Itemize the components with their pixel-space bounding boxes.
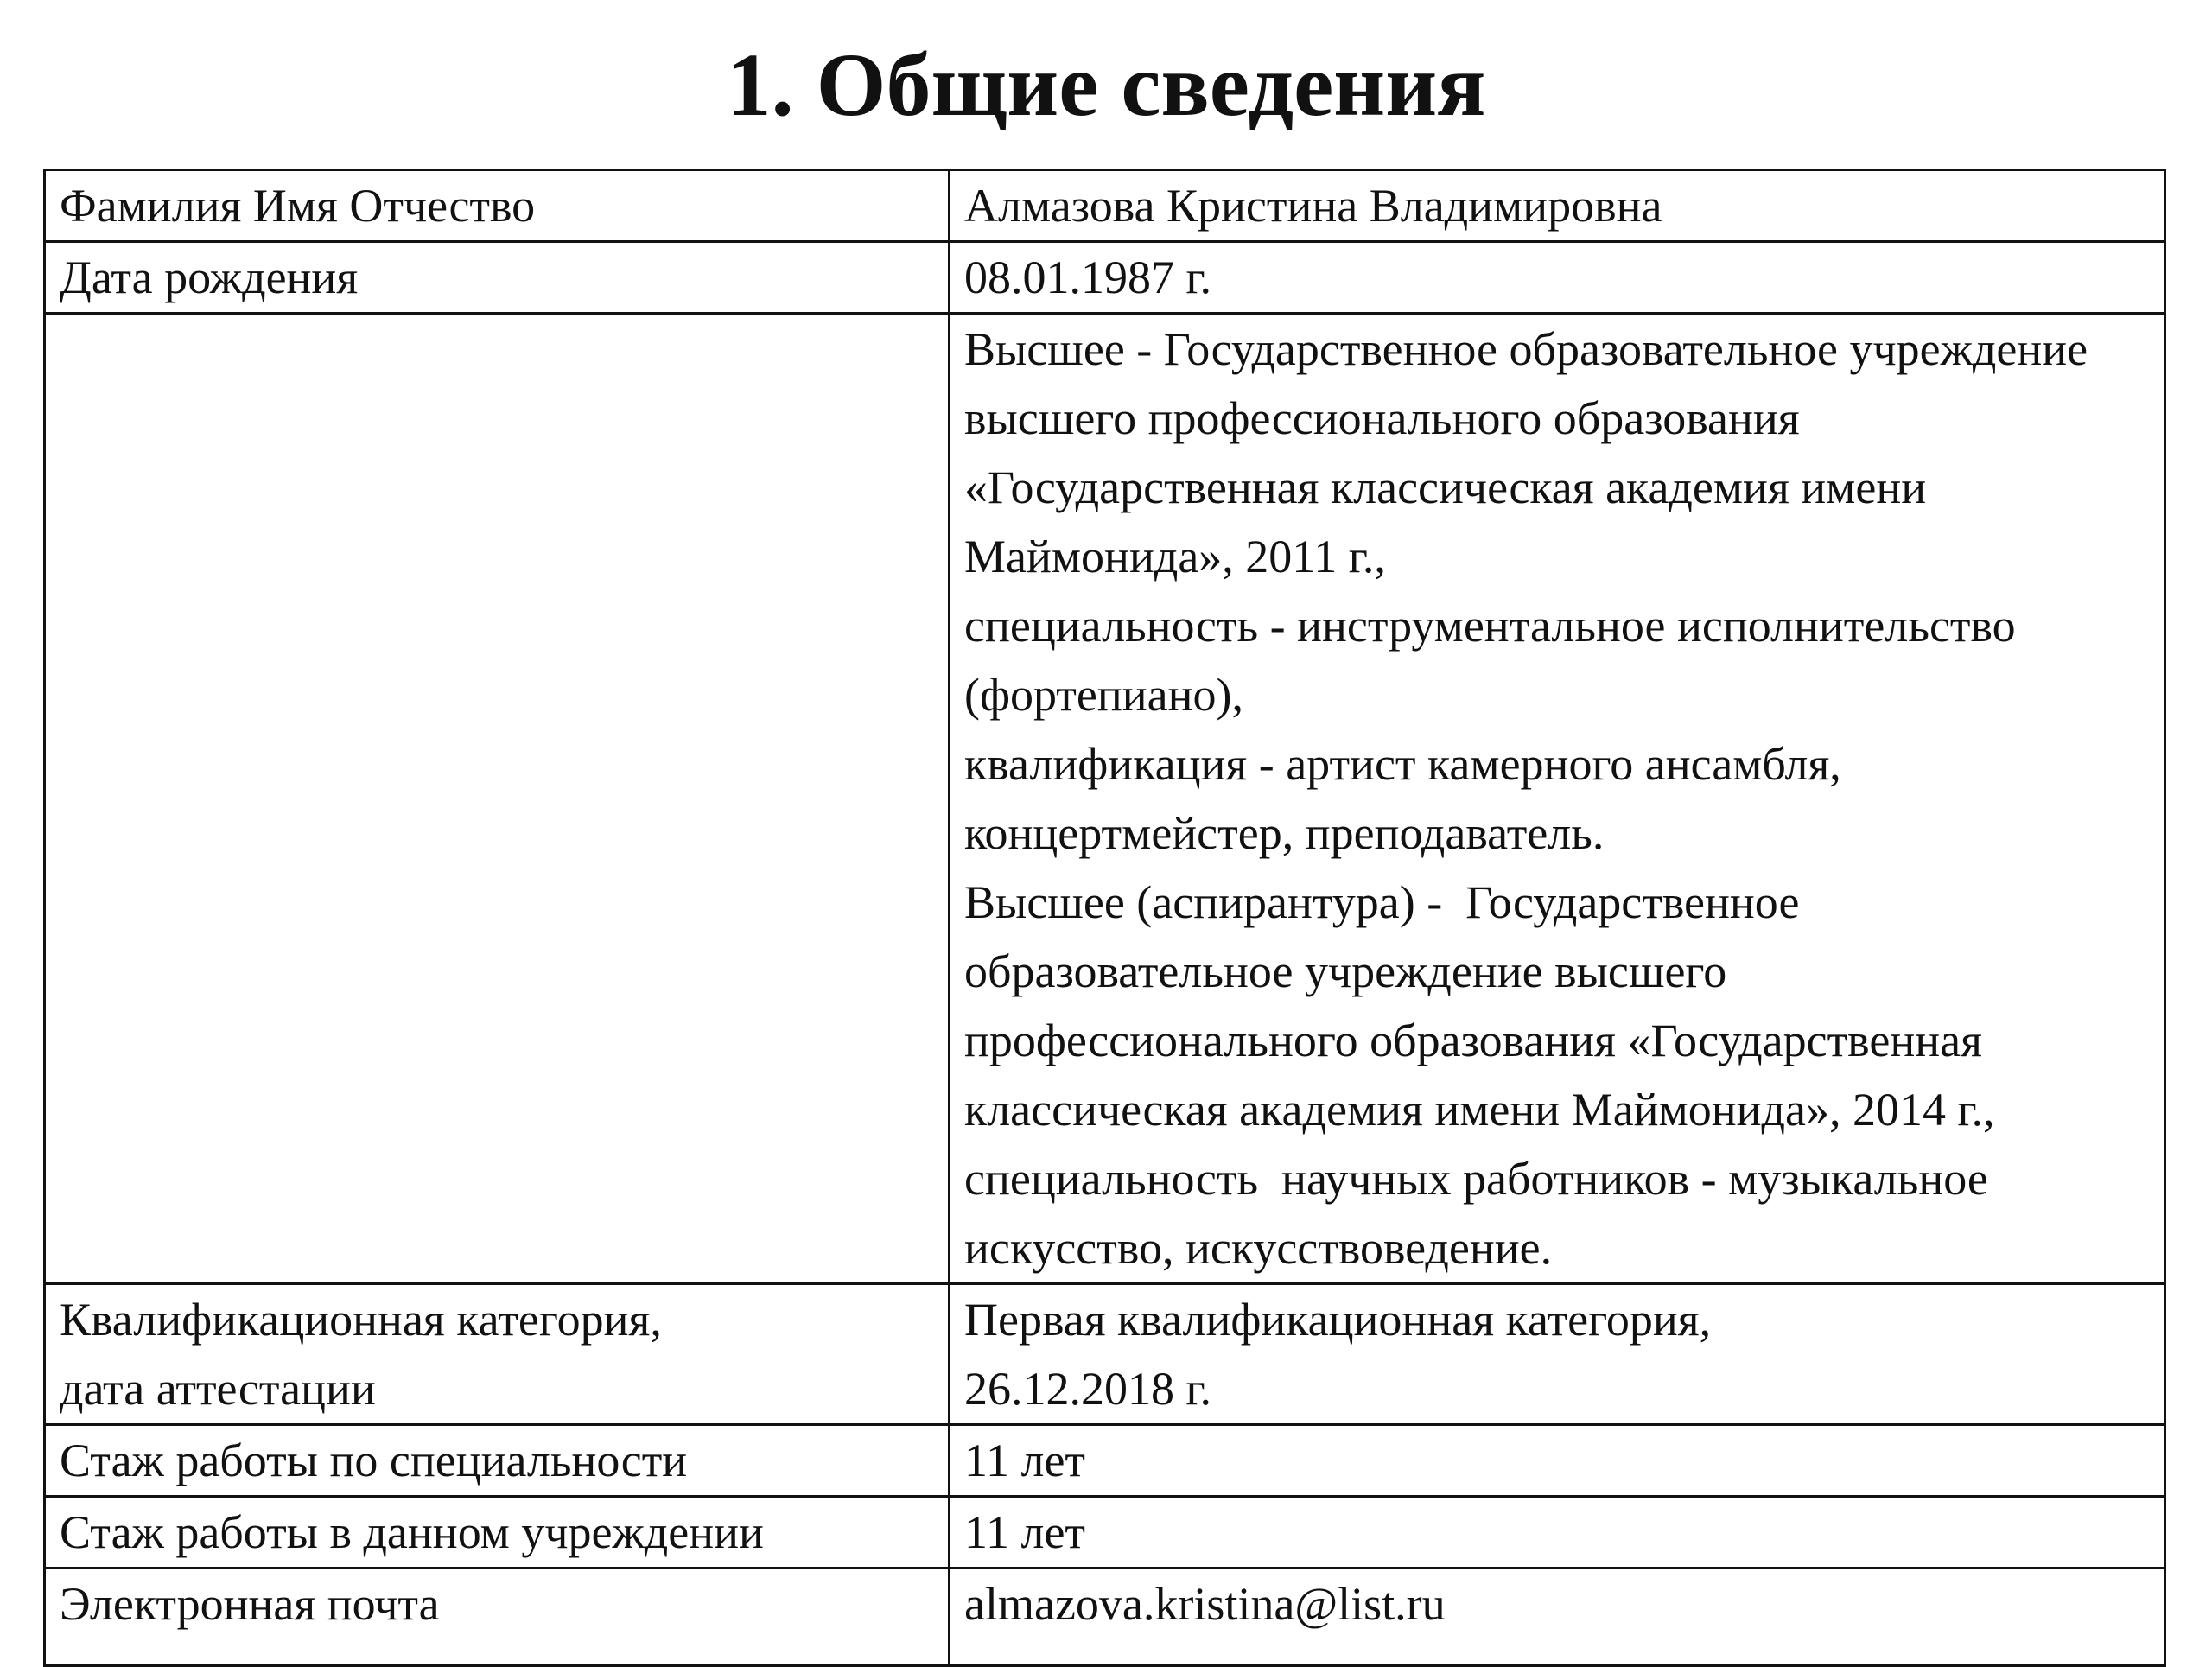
label-cell <box>45 1425 950 1497</box>
value-cell <box>950 1568 2165 1666</box>
table-row-specialty-experience <box>45 1425 2165 1497</box>
value-cell <box>950 1284 2165 1425</box>
education-line: искусство, искусствоведение. <box>964 1222 1553 1274</box>
value-cell <box>950 170 2165 242</box>
qualification-value: Первая квалификационная категория, <box>964 1294 1712 1346</box>
label-cell <box>45 242 950 314</box>
specialty-experience-value: 11 лет <box>964 1435 1086 1486</box>
education-line: Высшее (аспирантура) - Государственное <box>964 876 1800 928</box>
value-cell <box>950 1497 2165 1568</box>
education-line: квалификация - артист камерного ансамбля, <box>964 738 1841 790</box>
education-line: «Государственная классическая академия имени <box>964 461 1927 513</box>
table-row-email <box>45 1568 2165 1666</box>
table-row-education <box>45 314 2165 1284</box>
education-line: образовательное учреждение высшего <box>964 945 1727 997</box>
institution-experience-value: 11 лет <box>964 1506 1086 1558</box>
label-cell <box>45 1568 950 1666</box>
label-text: Стаж работы в данном учреждении <box>60 1506 764 1558</box>
table-row-institution-experience <box>45 1497 2165 1568</box>
education-line: концертмейстер, преподаватель. <box>964 807 1605 859</box>
label-cell <box>45 1284 950 1425</box>
education-line: (фортепиано), <box>964 669 1243 721</box>
label-text: Квалификационная категория, <box>60 1294 662 1346</box>
label-text: Фамилия Имя Отчество <box>60 180 536 232</box>
value-cell <box>950 314 2165 1284</box>
table-row-birth-date <box>45 242 2165 314</box>
value-cell <box>950 1425 2165 1497</box>
label-cell <box>45 170 950 242</box>
email-value: almazova.kristina@list.ru <box>964 1578 1446 1630</box>
label-text: Стаж работы по специальности <box>60 1435 688 1486</box>
value-cell <box>950 242 2165 314</box>
label-cell <box>45 314 950 1284</box>
label-text: дата аттестации <box>60 1363 376 1415</box>
education-line: специальность - инструментальное исполнительство <box>964 600 2016 652</box>
table-row-qualification <box>45 1284 2165 1425</box>
education-line: Высшее - Государственное образовательное учреждение <box>964 323 2088 375</box>
education-line: высшего профессионального образования <box>964 392 1800 444</box>
full-name-value: Алмазова Кристина Владимировна <box>964 180 1662 232</box>
education-line: специальность научных работников - музыкальное <box>964 1153 1988 1205</box>
education-line: Маймонида», 2011 г., <box>964 531 1386 582</box>
label-cell <box>45 1497 950 1568</box>
label-text: Электронная почта <box>60 1578 440 1630</box>
page-title: 1. Общие сведения <box>726 35 1486 135</box>
table-row-full-name <box>45 170 2165 242</box>
attestation-date-value: 26.12.2018 г. <box>964 1363 1212 1415</box>
birth-date-value: 08.01.1987 г. <box>964 251 1212 303</box>
label-text: Дата рождения <box>60 251 359 303</box>
education-line: классическая академия имени Маймонида», 2014 г., <box>964 1084 1995 1136</box>
general-info-table <box>43 169 2166 1667</box>
education-line: профессионального образования «Государственная <box>964 1015 1982 1066</box>
